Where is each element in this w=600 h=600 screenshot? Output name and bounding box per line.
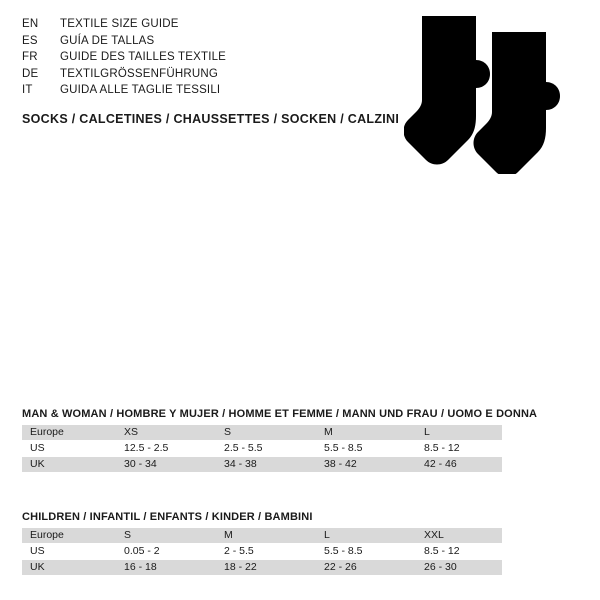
table-cell: UK [22, 457, 116, 473]
table-cell: 5.5 - 8.5 [316, 544, 416, 560]
table-cell: 18 - 22 [216, 560, 316, 576]
table-row [22, 560, 502, 576]
table-row [22, 425, 502, 441]
table-cell: 0.05 - 2 [116, 544, 216, 560]
table-cell: XXL [416, 528, 502, 544]
language-title: TEXTILE SIZE GUIDE [60, 18, 179, 30]
language-row-en [22, 16, 402, 33]
men-women-size-table [22, 425, 502, 473]
language-row-de [22, 66, 402, 83]
table-cell: 2 - 5.5 [216, 544, 316, 560]
table-cell: Europe [22, 528, 116, 544]
language-code: EN [22, 18, 39, 30]
children-table-title: CHILDREN / INFANTIL / ENFANTS / KINDER / BAMBINI [22, 511, 313, 523]
table-cell: S [116, 528, 216, 544]
table-cell: XS [116, 425, 216, 441]
language-row-it [22, 82, 402, 99]
table-cell: M [316, 425, 416, 441]
table-cell: 42 - 46 [416, 457, 502, 473]
table-cell: L [316, 528, 416, 544]
table-cell: 5.5 - 8.5 [316, 441, 416, 457]
language-title: GUIDA ALLE TAGLIE TESSILI [60, 84, 221, 96]
header-block [22, 16, 402, 126]
children-size-table [22, 528, 502, 576]
table-cell: 2.5 - 5.5 [216, 441, 316, 457]
language-code: DE [22, 67, 39, 80]
language-row-es [22, 33, 402, 50]
language-title: GUÍA DE TALLAS [60, 34, 155, 47]
language-title: GUIDE DES TAILLES TEXTILE [60, 51, 227, 63]
table-cell: US [22, 544, 116, 560]
language-row-fr [22, 49, 402, 66]
language-code: FR [22, 51, 38, 63]
table-cell: Europe [22, 425, 116, 441]
table-cell: 16 - 18 [116, 560, 216, 576]
table-cell: 34 - 38 [216, 457, 316, 473]
children-table-block [22, 511, 578, 576]
table-cell: M [216, 528, 316, 544]
table-row [22, 544, 502, 560]
language-code: IT [22, 84, 33, 96]
table-cell: S [216, 425, 316, 441]
men-women-table-block [22, 408, 578, 473]
table-cell: 26 - 30 [416, 560, 502, 576]
table-cell: 8.5 - 12 [416, 544, 502, 560]
table-row [22, 441, 502, 457]
table-cell: 38 - 42 [316, 457, 416, 473]
table-cell: 30 - 34 [116, 457, 216, 473]
table-cell: 8.5 - 12 [416, 441, 502, 457]
table-row [22, 457, 502, 473]
table-row [22, 528, 502, 544]
table-cell: 12.5 - 2.5 [116, 441, 216, 457]
language-title: TEXTILGRÖSSENFÜHRUNG [60, 67, 218, 80]
men-women-table-title: MAN & WOMAN / HOMBRE Y MUJER / HOMME ET FEMME / MANN UND FRAU / UOMO E DONNA [22, 408, 538, 420]
table-cell: 22 - 26 [316, 560, 416, 576]
table-cell: L [416, 425, 502, 441]
table-cell: US [22, 441, 116, 457]
table-cell: UK [22, 560, 116, 576]
language-code: ES [22, 34, 38, 47]
product-title: SOCKS / CALCETINES / CHAUSSETTES / SOCKEN / CALZINI [22, 111, 400, 126]
socks-illustration [404, 16, 576, 174]
